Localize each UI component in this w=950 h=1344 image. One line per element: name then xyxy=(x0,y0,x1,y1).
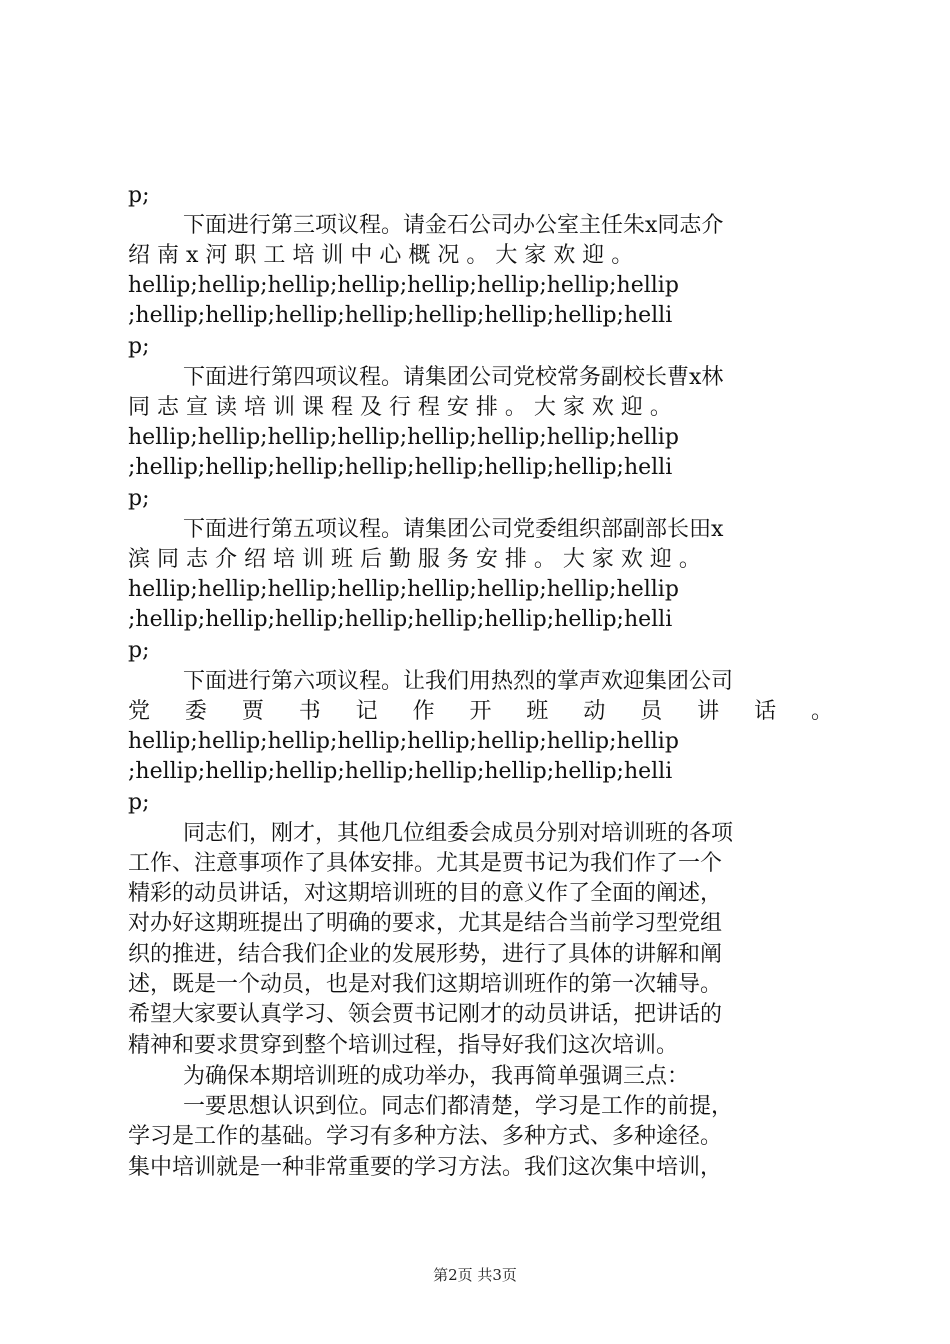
text-line: hellip;hellip;hellip;hellip;hellip;hellip;hellip;hellip xyxy=(128,729,679,754)
page-footer: 第2页 共3页 xyxy=(433,1266,517,1284)
text-line: 述，既是一个动员，也是对我们这期培训班作的第一次辅导。 xyxy=(128,972,723,997)
text-line: ;hellip;hellip;hellip;hellip;hellip;hellip;hellip;helli xyxy=(128,455,673,480)
text-line: 党 委 贾 书 记 作 开 班 动 员 讲 话 。 xyxy=(128,699,833,724)
text-line: ;hellip;hellip;hellip;hellip;hellip;hellip;hellip;helli xyxy=(128,759,673,784)
text-line: 绍 南 x 河 职 工 培 训 中 心 概 况 。 大 家 欢 迎 。 xyxy=(128,243,634,268)
agenda-item-5: 下面进行第五项议程。请集团公司党委组织部副部长田x xyxy=(183,517,724,542)
text-line: 精彩的动员讲话，对这期培训班的目的意义作了全面的阐述， xyxy=(128,881,723,906)
text-line: 滨 同 志 介 绍 培 训 班 后 勤 服 务 安 排 。 大 家 欢 迎 。 xyxy=(128,547,701,572)
text-line: hellip;hellip;hellip;hellip;hellip;hellip;hellip;hellip xyxy=(128,273,679,298)
text-line: 精神和要求贯穿到整个培训过程，指导好我们这次培训。 xyxy=(128,1033,679,1058)
text-line: 对办好这期班提出了明确的要求，尤其是结合当前学习型党组 xyxy=(128,911,723,936)
text-line: p; xyxy=(128,638,150,663)
text-line: hellip;hellip;hellip;hellip;hellip;hellip;hellip;hellip xyxy=(128,577,679,602)
paragraph-three-points: 为确保本期培训班的成功举办，我再简单强调三点： xyxy=(183,1064,690,1089)
text-line: p; xyxy=(128,790,150,815)
agenda-item-3: 下面进行第三项议程。请金石公司办公室主任朱x同志介 xyxy=(183,213,724,238)
text-line: 学习是工作的基础。学习有多种方法、多种方式、多种途径。 xyxy=(128,1124,723,1149)
text-line: 希望大家要认真学习、领会贾书记刚才的动员讲话，把讲话的 xyxy=(128,1002,723,1027)
paragraph-comrades: 同志们，刚才，其他几位组委会成员分别对培训班的各项 xyxy=(183,821,734,846)
text-line: 同 志 宣 读 培 训 课 程 及 行 程 安 排 。 大 家 欢 迎 。 xyxy=(128,395,672,420)
text-line: p; xyxy=(128,183,150,208)
text-line: 织的推进，结合我们企业的发展形势，进行了具体的讲解和阐 xyxy=(128,942,723,967)
text-line: p; xyxy=(128,486,150,511)
agenda-item-4: 下面进行第四项议程。请集团公司党校常务副校长曹x林 xyxy=(183,365,724,390)
paragraph-point-one: 一要思想认识到位。同志们都清楚，学习是工作的前提， xyxy=(183,1094,734,1119)
text-line: 集中培训就是一种非常重要的学习方法。我们这次集中培训， xyxy=(128,1155,723,1180)
text-line: 工作、注意事项作了具体安排。尤其是贾书记为我们作了一个 xyxy=(128,851,723,876)
text-line: p; xyxy=(128,334,150,359)
text-line: ;hellip;hellip;hellip;hellip;hellip;hellip;hellip;helli xyxy=(128,607,673,632)
agenda-item-6: 下面进行第六项议程。让我们用热烈的掌声欢迎集团公司 xyxy=(183,669,734,694)
text-line: hellip;hellip;hellip;hellip;hellip;hellip;hellip;hellip xyxy=(128,425,679,450)
text-line: ;hellip;hellip;hellip;hellip;hellip;hellip;hellip;helli xyxy=(128,303,673,328)
